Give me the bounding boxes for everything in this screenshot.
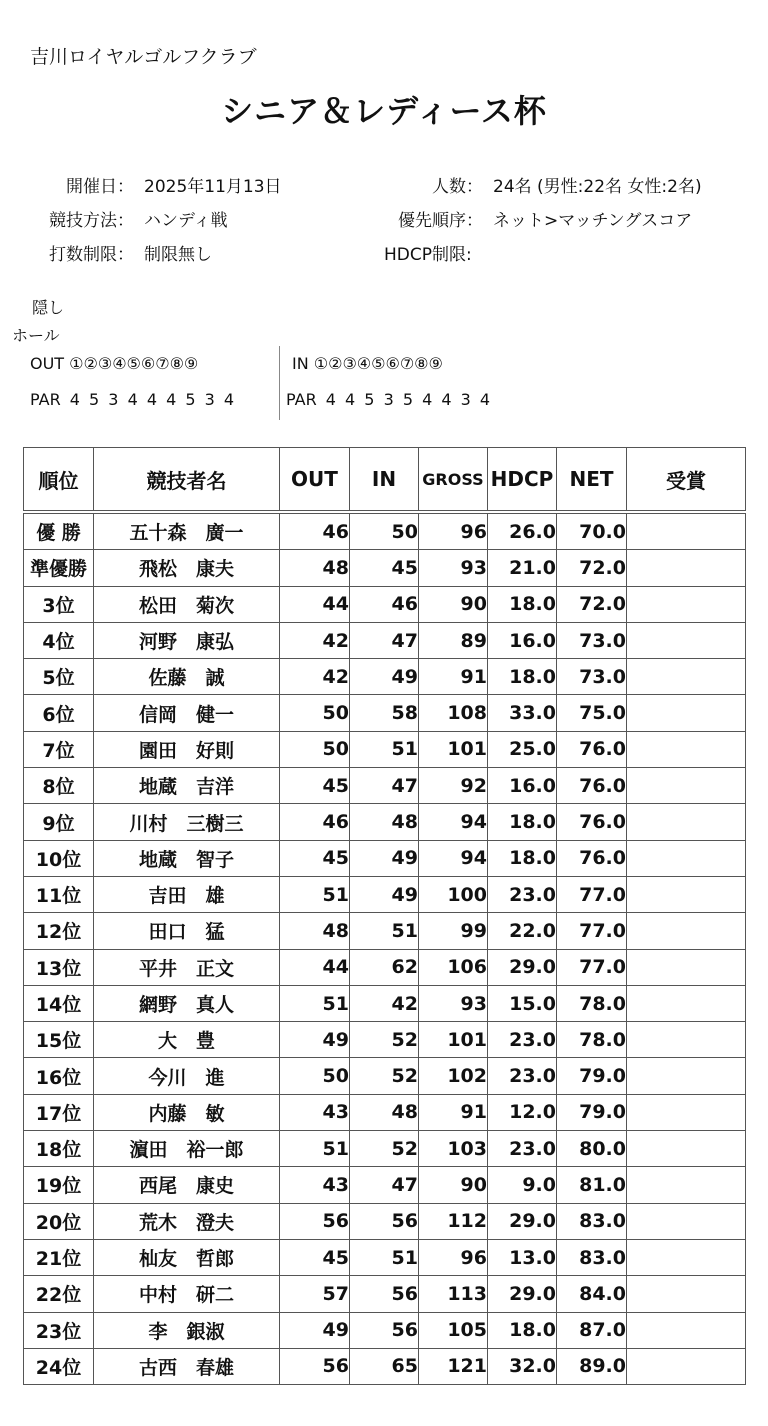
table-row xyxy=(24,1203,746,1239)
player-name-cell: 網野 真人 xyxy=(94,985,280,1021)
gross-score-cell: 91 xyxy=(419,659,488,695)
stroke-limit-value: 制限無し xyxy=(144,245,212,265)
player-name-cell: 古西 春雄 xyxy=(94,1348,280,1384)
out-score-cell: 44 xyxy=(280,949,350,985)
out-in-divider xyxy=(279,346,280,420)
net-score-cell: 75.0 xyxy=(557,695,627,731)
player-name-cell: 田口 猛 xyxy=(94,913,280,949)
hdcp-cell: 16.0 xyxy=(488,622,557,658)
table-row xyxy=(24,1167,746,1203)
out-score-cell: 56 xyxy=(280,1203,350,1239)
gross-score-cell: 94 xyxy=(419,840,488,876)
award-cell xyxy=(627,840,746,876)
hdcp-cell: 23.0 xyxy=(488,1022,557,1058)
award-cell xyxy=(627,1058,746,1094)
rank-cell: 19位 xyxy=(24,1167,94,1203)
net-score-cell: 76.0 xyxy=(557,804,627,840)
table-row xyxy=(24,1239,746,1275)
player-name-cell: 松田 菊次 xyxy=(94,586,280,622)
hdcp-cell: 23.0 xyxy=(488,1131,557,1167)
out-score-cell: 51 xyxy=(280,1131,350,1167)
table-row xyxy=(24,804,746,840)
hdcp-cell: 16.0 xyxy=(488,768,557,804)
award-cell xyxy=(627,1348,746,1384)
out-score-cell: 45 xyxy=(280,1239,350,1275)
hdcp-cell: 9.0 xyxy=(488,1167,557,1203)
header-out: OUT xyxy=(280,448,350,513)
player-name-cell: 五十森 廣一 xyxy=(94,512,280,550)
page-title: シニア＆レディース杯 xyxy=(221,92,547,130)
player-name-cell: 河野 康弘 xyxy=(94,622,280,658)
gross-score-cell: 90 xyxy=(419,586,488,622)
in-score-cell: 48 xyxy=(350,1094,419,1130)
gross-score-cell: 93 xyxy=(419,985,488,1021)
out-score-cell: 42 xyxy=(280,622,350,658)
hdcp-cell: 18.0 xyxy=(488,1312,557,1348)
gross-score-cell: 101 xyxy=(419,1022,488,1058)
award-cell xyxy=(627,985,746,1021)
gross-score-cell: 92 xyxy=(419,768,488,804)
rank-cell: 12位 xyxy=(24,913,94,949)
hdcp-cell: 22.0 xyxy=(488,913,557,949)
method-value: ハンディ戦 xyxy=(144,211,228,231)
club-name: 吉川ロイヤルゴルフクラブ xyxy=(30,46,257,68)
rank-cell: 23位 xyxy=(24,1312,94,1348)
table-row xyxy=(24,949,746,985)
award-cell xyxy=(627,768,746,804)
net-score-cell: 73.0 xyxy=(557,622,627,658)
player-name-cell: 川村 三樹三 xyxy=(94,804,280,840)
out-score-cell: 48 xyxy=(280,913,350,949)
results-table xyxy=(23,447,746,1385)
header-net: NET xyxy=(557,448,627,513)
hdcp-cell: 32.0 xyxy=(488,1348,557,1384)
table-row xyxy=(24,1312,746,1348)
stroke-limit-label: 打数制限： xyxy=(49,245,134,265)
award-cell xyxy=(627,731,746,767)
rank-cell: 20位 xyxy=(24,1203,94,1239)
out-hidden-holes: OUT ①②③④⑤⑥⑦⑧⑨ xyxy=(30,354,199,373)
gross-score-cell: 100 xyxy=(419,876,488,912)
out-score-cell: 56 xyxy=(280,1348,350,1384)
hdcp-cell: 23.0 xyxy=(488,876,557,912)
rank-cell: 14位 xyxy=(24,985,94,1021)
rank-cell: 18位 xyxy=(24,1131,94,1167)
table-row xyxy=(24,622,746,658)
player-name-cell: 荒木 澄夫 xyxy=(94,1203,280,1239)
table-header-row xyxy=(24,448,746,513)
in-score-cell: 51 xyxy=(350,731,419,767)
player-name-cell: 中村 研二 xyxy=(94,1276,280,1312)
out-score-cell: 49 xyxy=(280,1312,350,1348)
net-score-cell: 77.0 xyxy=(557,913,627,949)
in-score-cell: 49 xyxy=(350,840,419,876)
in-score-cell: 49 xyxy=(350,876,419,912)
rank-cell: 13位 xyxy=(24,949,94,985)
player-name-cell: 濵田 裕一郎 xyxy=(94,1131,280,1167)
out-score-cell: 46 xyxy=(280,512,350,550)
hidden-holes-label-1: 隠し xyxy=(32,298,65,317)
table-row xyxy=(24,1131,746,1167)
hdcp-cell: 25.0 xyxy=(488,731,557,767)
rank-cell: 17位 xyxy=(24,1094,94,1130)
in-score-cell: 47 xyxy=(350,768,419,804)
award-cell xyxy=(627,1131,746,1167)
table-row xyxy=(24,512,746,550)
in-score-cell: 47 xyxy=(350,622,419,658)
gross-score-cell: 96 xyxy=(419,512,488,550)
rank-cell: 優 勝 xyxy=(24,512,94,550)
table-row xyxy=(24,1094,746,1130)
hdcp-cell: 29.0 xyxy=(488,949,557,985)
award-cell xyxy=(627,550,746,586)
rank-cell: 21位 xyxy=(24,1239,94,1275)
out-score-cell: 46 xyxy=(280,804,350,840)
award-cell xyxy=(627,586,746,622)
award-cell xyxy=(627,804,746,840)
in-score-cell: 46 xyxy=(350,586,419,622)
hdcp-limit-label: HDCP制限: xyxy=(384,245,472,265)
participants-value: 24名 (男性:22名 女性:2名) xyxy=(493,177,702,197)
out-score-cell: 50 xyxy=(280,695,350,731)
net-score-cell: 72.0 xyxy=(557,550,627,586)
player-name-cell: 佐藤 誠 xyxy=(94,659,280,695)
in-score-cell: 65 xyxy=(350,1348,419,1384)
header-rank: 順位 xyxy=(24,448,94,513)
rank-cell: 22位 xyxy=(24,1276,94,1312)
priority-value: ネット>マッチングスコア xyxy=(493,211,693,231)
results-body xyxy=(24,512,746,1385)
gross-score-cell: 93 xyxy=(419,550,488,586)
net-score-cell: 79.0 xyxy=(557,1058,627,1094)
table-row xyxy=(24,550,746,586)
net-score-cell: 81.0 xyxy=(557,1167,627,1203)
hdcp-cell: 21.0 xyxy=(488,550,557,586)
award-cell xyxy=(627,1203,746,1239)
out-score-cell: 42 xyxy=(280,659,350,695)
award-cell xyxy=(627,659,746,695)
rank-cell: 24位 xyxy=(24,1348,94,1384)
priority-label: 優先順序： xyxy=(398,211,483,231)
net-score-cell: 78.0 xyxy=(557,985,627,1021)
out-score-cell: 43 xyxy=(280,1167,350,1203)
net-score-cell: 73.0 xyxy=(557,659,627,695)
in-score-cell: 56 xyxy=(350,1203,419,1239)
gross-score-cell: 102 xyxy=(419,1058,488,1094)
net-score-cell: 80.0 xyxy=(557,1131,627,1167)
out-score-cell: 50 xyxy=(280,731,350,767)
rank-cell: 10位 xyxy=(24,840,94,876)
table-row xyxy=(24,1276,746,1312)
rank-cell: 4位 xyxy=(24,622,94,658)
in-score-cell: 50 xyxy=(350,512,419,550)
header-name: 競技者名 xyxy=(94,448,280,513)
gross-score-cell: 103 xyxy=(419,1131,488,1167)
player-name-cell: 信岡 健一 xyxy=(94,695,280,731)
player-name-cell: 西尾 康史 xyxy=(94,1167,280,1203)
in-score-cell: 47 xyxy=(350,1167,419,1203)
player-name-cell: 飛松 康夫 xyxy=(94,550,280,586)
award-cell xyxy=(627,1276,746,1312)
in-score-cell: 52 xyxy=(350,1131,419,1167)
net-score-cell: 72.0 xyxy=(557,586,627,622)
gross-score-cell: 96 xyxy=(419,1239,488,1275)
gross-score-cell: 90 xyxy=(419,1167,488,1203)
in-score-cell: 56 xyxy=(350,1312,419,1348)
net-score-cell: 76.0 xyxy=(557,731,627,767)
hdcp-cell: 29.0 xyxy=(488,1276,557,1312)
player-name-cell: 内藤 敏 xyxy=(94,1094,280,1130)
player-name-cell: 平井 正文 xyxy=(94,949,280,985)
rank-cell: 6位 xyxy=(24,695,94,731)
player-name-cell: 地蔵 智子 xyxy=(94,840,280,876)
table-row xyxy=(24,659,746,695)
award-cell xyxy=(627,695,746,731)
in-score-cell: 51 xyxy=(350,1239,419,1275)
out-score-cell: 51 xyxy=(280,985,350,1021)
in-score-cell: 52 xyxy=(350,1058,419,1094)
award-cell xyxy=(627,622,746,658)
hdcp-cell: 26.0 xyxy=(488,512,557,550)
date-value: 2025年11月13日 xyxy=(144,177,282,197)
table-row xyxy=(24,731,746,767)
out-score-cell: 45 xyxy=(280,768,350,804)
out-score-cell: 43 xyxy=(280,1094,350,1130)
award-cell xyxy=(627,1022,746,1058)
rank-cell: 16位 xyxy=(24,1058,94,1094)
rank-cell: 準優勝 xyxy=(24,550,94,586)
table-row xyxy=(24,840,746,876)
out-par: PAR 4 5 3 4 4 4 5 3 4 xyxy=(30,390,235,409)
in-par: PAR 4 4 5 3 5 4 4 3 4 xyxy=(286,390,491,409)
header-in: IN xyxy=(350,448,419,513)
header-gross: GROSS xyxy=(419,448,488,513)
gross-score-cell: 113 xyxy=(419,1276,488,1312)
net-score-cell: 77.0 xyxy=(557,949,627,985)
net-score-cell: 76.0 xyxy=(557,840,627,876)
table-row xyxy=(24,913,746,949)
net-score-cell: 70.0 xyxy=(557,512,627,550)
out-score-cell: 57 xyxy=(280,1276,350,1312)
hdcp-cell: 13.0 xyxy=(488,1239,557,1275)
gross-score-cell: 121 xyxy=(419,1348,488,1384)
participants-label: 人数： xyxy=(432,177,483,197)
in-hidden-holes: IN ①②③④⑤⑥⑦⑧⑨ xyxy=(292,354,443,373)
header-award: 受賞 xyxy=(627,448,746,513)
gross-score-cell: 94 xyxy=(419,804,488,840)
rank-cell: 5位 xyxy=(24,659,94,695)
hdcp-cell: 33.0 xyxy=(488,695,557,731)
net-score-cell: 84.0 xyxy=(557,1276,627,1312)
hdcp-cell: 18.0 xyxy=(488,804,557,840)
gross-score-cell: 101 xyxy=(419,731,488,767)
rank-cell: 8位 xyxy=(24,768,94,804)
player-name-cell: 園田 好則 xyxy=(94,731,280,767)
in-score-cell: 56 xyxy=(350,1276,419,1312)
net-score-cell: 87.0 xyxy=(557,1312,627,1348)
table-row xyxy=(24,586,746,622)
net-score-cell: 79.0 xyxy=(557,1094,627,1130)
in-score-cell: 42 xyxy=(350,985,419,1021)
hidden-holes-label-2: ホール xyxy=(12,326,60,345)
in-score-cell: 58 xyxy=(350,695,419,731)
gross-score-cell: 91 xyxy=(419,1094,488,1130)
table-row xyxy=(24,768,746,804)
hdcp-cell: 15.0 xyxy=(488,985,557,1021)
hdcp-cell: 29.0 xyxy=(488,1203,557,1239)
award-cell xyxy=(627,512,746,550)
award-cell xyxy=(627,1312,746,1348)
header-hdcp: HDCP xyxy=(488,448,557,513)
rank-cell: 3位 xyxy=(24,586,94,622)
award-cell xyxy=(627,1167,746,1203)
rank-cell: 11位 xyxy=(24,876,94,912)
net-score-cell: 77.0 xyxy=(557,876,627,912)
gross-score-cell: 108 xyxy=(419,695,488,731)
out-score-cell: 44 xyxy=(280,586,350,622)
net-score-cell: 78.0 xyxy=(557,1022,627,1058)
hdcp-cell: 23.0 xyxy=(488,1058,557,1094)
award-cell xyxy=(627,913,746,949)
award-cell xyxy=(627,949,746,985)
in-score-cell: 52 xyxy=(350,1022,419,1058)
gross-score-cell: 89 xyxy=(419,622,488,658)
gross-score-cell: 112 xyxy=(419,1203,488,1239)
gross-score-cell: 106 xyxy=(419,949,488,985)
net-score-cell: 89.0 xyxy=(557,1348,627,1384)
hdcp-cell: 18.0 xyxy=(488,840,557,876)
award-cell xyxy=(627,1239,746,1275)
out-score-cell: 51 xyxy=(280,876,350,912)
hdcp-cell: 18.0 xyxy=(488,659,557,695)
hdcp-cell: 18.0 xyxy=(488,586,557,622)
gross-score-cell: 105 xyxy=(419,1312,488,1348)
award-cell xyxy=(627,876,746,912)
net-score-cell: 76.0 xyxy=(557,768,627,804)
in-score-cell: 49 xyxy=(350,659,419,695)
player-name-cell: 吉田 雄 xyxy=(94,876,280,912)
in-score-cell: 48 xyxy=(350,804,419,840)
rank-cell: 15位 xyxy=(24,1022,94,1058)
player-name-cell: 地蔵 吉洋 xyxy=(94,768,280,804)
rank-cell: 7位 xyxy=(24,731,94,767)
table-row xyxy=(24,1348,746,1384)
player-name-cell: 今川 進 xyxy=(94,1058,280,1094)
gross-score-cell: 99 xyxy=(419,913,488,949)
player-name-cell: 杣友 哲郎 xyxy=(94,1239,280,1275)
table-row xyxy=(24,876,746,912)
rank-cell: 9位 xyxy=(24,804,94,840)
award-cell xyxy=(627,1094,746,1130)
date-label: 開催日： xyxy=(66,177,134,197)
hdcp-cell: 12.0 xyxy=(488,1094,557,1130)
table-row xyxy=(24,1058,746,1094)
out-score-cell: 50 xyxy=(280,1058,350,1094)
out-score-cell: 49 xyxy=(280,1022,350,1058)
out-score-cell: 45 xyxy=(280,840,350,876)
in-score-cell: 62 xyxy=(350,949,419,985)
net-score-cell: 83.0 xyxy=(557,1239,627,1275)
in-score-cell: 45 xyxy=(350,550,419,586)
out-score-cell: 48 xyxy=(280,550,350,586)
player-name-cell: 大 豊 xyxy=(94,1022,280,1058)
player-name-cell: 李 銀淑 xyxy=(94,1312,280,1348)
table-row xyxy=(24,985,746,1021)
table-row xyxy=(24,695,746,731)
in-score-cell: 51 xyxy=(350,913,419,949)
method-label: 競技方法： xyxy=(49,211,134,231)
net-score-cell: 83.0 xyxy=(557,1203,627,1239)
table-row xyxy=(24,1022,746,1058)
